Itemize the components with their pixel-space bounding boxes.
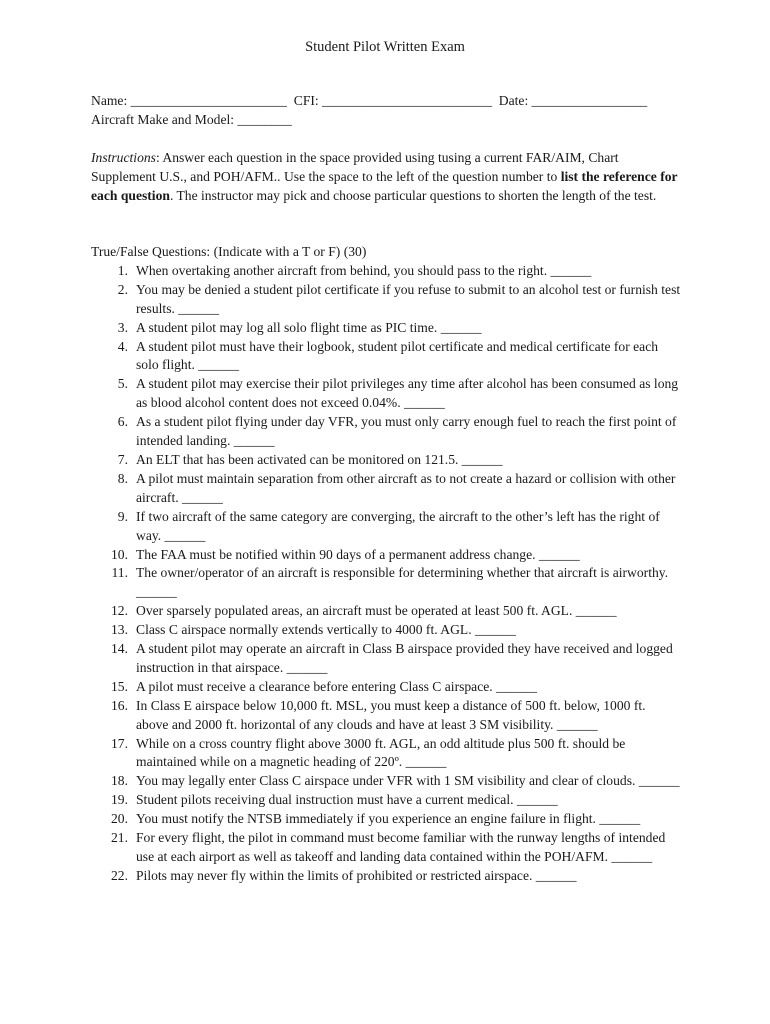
question-number: 13. bbox=[111, 622, 128, 638]
question-item bbox=[91, 735, 681, 773]
question-item bbox=[91, 829, 681, 867]
question-text: Student pilots receiving dual instruction must have a current medical. ______ bbox=[136, 792, 558, 808]
instructions-text: : Answer each question in the space provided using tusing a current FAR/AIM, Chart Supplement U.S., and POH/AFM.. Use the space to the left of the question number to bbox=[91, 150, 619, 184]
question-item bbox=[91, 621, 681, 640]
question-number: 7. bbox=[117, 451, 128, 467]
question-text: An ELT that has been activated can be monitored on 121.5. ______ bbox=[136, 451, 503, 467]
question-item bbox=[91, 772, 681, 791]
question-item bbox=[91, 678, 681, 697]
question-number: 10. bbox=[111, 546, 128, 562]
section-heading: True/False Questions: (Indicate with a T or F) (30) bbox=[91, 244, 367, 259]
question-item bbox=[91, 867, 681, 886]
question-item bbox=[91, 791, 681, 810]
question-number: 19. bbox=[111, 792, 128, 808]
question-text: Pilots may never fly within the limits of prohibited or restricted airspace. ______ bbox=[136, 867, 577, 883]
question-item bbox=[91, 640, 681, 678]
question-item bbox=[91, 697, 681, 735]
question-text: A pilot must receive a clearance before entering Class C airspace. ______ bbox=[136, 678, 537, 694]
question-number: 1. bbox=[117, 262, 128, 278]
question-text: A student pilot may exercise their pilot privileges any time after alcohol has been consumed as long as blood alcohol content does not exceed 0.04%. ______ bbox=[136, 376, 679, 411]
name-cfi-date-line: Name: _______________________ CFI: _________________________ Date: _________________ bbox=[91, 93, 648, 108]
question-item bbox=[91, 546, 681, 565]
question-item bbox=[91, 413, 681, 451]
question-text: While on a cross country flight above 3000 ft. AGL, an odd altitude plus 500 ft. should be maintained while on a magnetic heading of 220º. ______ bbox=[136, 735, 626, 770]
question-text: In Class E airspace below 10,000 ft. MSL, you must keep a distance of 500 ft. below, 1000 ft. above and 2000 ft. horizontal of any clouds and have at least 3 SM visibility. ______ bbox=[136, 697, 646, 732]
question-item bbox=[91, 451, 681, 470]
question-item bbox=[91, 281, 681, 319]
question-text: When overtaking another aircraft from behind, you should pass to the right. ______ bbox=[136, 262, 592, 278]
question-item bbox=[91, 602, 681, 621]
instructions-text-end: . The instructor may pick and choose particular questions to shorten the length of the test. bbox=[169, 187, 657, 203]
instructions-label: Instructions bbox=[91, 150, 156, 165]
question-text: The FAA must be notified within 90 days of a permanent address change. ______ bbox=[136, 546, 580, 562]
question-text: You must notify the NTSB immediately if you experience an engine failure in flight. ______ bbox=[136, 811, 641, 827]
question-item bbox=[91, 319, 681, 338]
question-text: As a student pilot flying under day VFR, you must only carry enough fuel to reach the first point of intended landing. ______ bbox=[136, 414, 677, 449]
question-item bbox=[91, 810, 681, 829]
question-number: 4. bbox=[117, 338, 128, 354]
question-number: 17. bbox=[111, 735, 128, 751]
question-item bbox=[91, 470, 681, 508]
instructions-paragraph bbox=[91, 149, 681, 206]
question-text: If two aircraft of the same category are converging, the aircraft to the other’s left has the right of way. ______ bbox=[136, 508, 660, 543]
question-number: 15. bbox=[111, 678, 128, 694]
true-false-section bbox=[91, 243, 681, 886]
question-text: For every flight, the pilot in command must become familiar with the runway lengths of intended use at each airport as well as takeoff and landing data contained within the POH/AFM. ______ bbox=[136, 830, 666, 864]
question-number: 22. bbox=[111, 867, 128, 883]
question-number: 16. bbox=[111, 697, 128, 713]
question-text: A pilot must maintain separation from other aircraft as to not create a hazard or collision with other aircraft. ______ bbox=[136, 470, 676, 505]
question-list bbox=[91, 262, 681, 886]
instructions-bold-text: list the reference for each question bbox=[91, 168, 678, 203]
question-number: 21. bbox=[111, 830, 128, 846]
question-number: 11. bbox=[111, 565, 128, 581]
student-info-header bbox=[91, 92, 681, 130]
question-item bbox=[91, 508, 681, 546]
question-number: 3. bbox=[117, 319, 128, 335]
question-text: Over sparsely populated areas, an aircraft must be operated at least 500 ft. AGL. ______ bbox=[136, 603, 617, 619]
question-number: 8. bbox=[117, 470, 128, 486]
question-number: 2. bbox=[117, 281, 128, 297]
question-text: Class C airspace normally extends vertically to 4000 ft. AGL. ______ bbox=[136, 622, 516, 638]
question-text: You may be denied a student pilot certificate if you refuse to submit to an alcohol test or furnish test results. ______ bbox=[136, 281, 681, 316]
question-number: 12. bbox=[111, 603, 128, 619]
page-title: Student Pilot Written Exam bbox=[305, 39, 465, 55]
aircraft-make-model-line: Aircraft Make and Model: ________ bbox=[91, 111, 292, 127]
question-item bbox=[91, 564, 681, 602]
question-number: 14. bbox=[111, 641, 128, 657]
question-text: The owner/operator of an aircraft is responsible for determining whether that aircraft is airworthy. ______ bbox=[136, 565, 669, 600]
question-number: 9. bbox=[117, 508, 128, 524]
question-item bbox=[91, 338, 681, 376]
question-text: A student pilot may operate an aircraft in Class B airspace provided they have received and logged instruction in that airspace. ______ bbox=[136, 641, 673, 675]
question-text: A student pilot may log all solo flight time as PIC time. ______ bbox=[136, 319, 482, 335]
question-number: 20. bbox=[111, 811, 128, 827]
instructions-block bbox=[91, 149, 681, 206]
question-item bbox=[91, 375, 681, 413]
question-number: 18. bbox=[111, 773, 128, 789]
question-number: 6. bbox=[117, 414, 128, 430]
question-number: 5. bbox=[117, 376, 128, 392]
question-text: You may legally enter Class C airspace under VFR with 1 SM visibility and clear of clouds. ______ bbox=[136, 773, 680, 789]
question-text: A student pilot must have their logbook, student pilot certificate and medical certificate for each solo flight. ______ bbox=[136, 338, 659, 373]
question-item bbox=[91, 262, 681, 281]
